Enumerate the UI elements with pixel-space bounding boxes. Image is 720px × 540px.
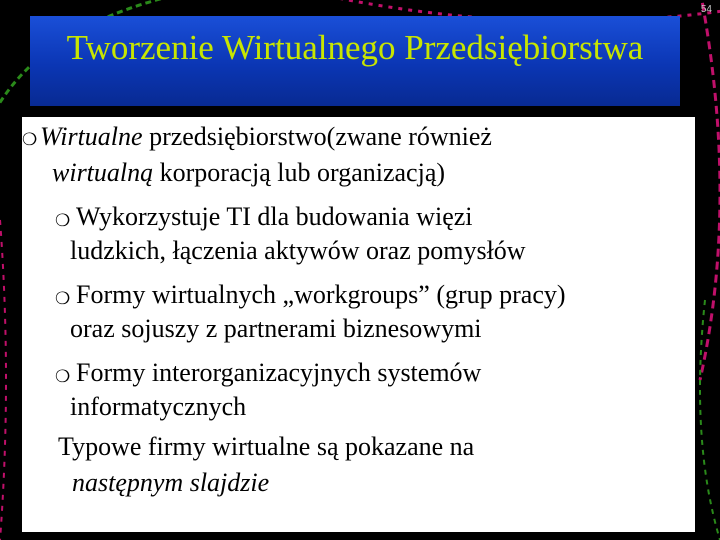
page-number: 54 (700, 4, 712, 15)
bullet-icon: ❍ (55, 211, 71, 231)
sub-bullet-1-line-2: ludzkich, łączenia aktywów oraz pomysłów (70, 236, 526, 265)
footer-italic: następnym slajdzie (72, 468, 270, 497)
sub-bullet-2-line-2: oraz sojuszy z partnerami biznesowymi (70, 314, 482, 343)
main-bullet-line-1 (40, 121, 492, 153)
bullet-icon: ❍ (55, 367, 71, 387)
footer-line-2 (72, 467, 269, 499)
bullet-icon: ❍ (55, 289, 71, 309)
slide-title: Tworzenie Wirtualnego Przedsiębiorstwa (66, 28, 644, 67)
main-text-2: korporacją lub organizacją) (153, 158, 446, 187)
footer-line-1: Typowe firmy wirtualne są pokazane na (58, 432, 475, 461)
sub-bullet-3-line-1: Formy interorganizacyjnych systemów (76, 358, 482, 387)
main-italic-2: wirtualną (52, 158, 154, 187)
main-italic-1: Wirtualne (40, 122, 143, 151)
bullet-icon: ❍ (22, 130, 38, 150)
sub-bullet-3-line-2: informatycznych (70, 392, 247, 421)
sub-bullet-2-line-1: Formy wirtualnych „workgroups” (grup pracy) (76, 280, 566, 309)
main-text-1: przedsiębiorstwo(zwane również (142, 122, 492, 151)
content-area (22, 117, 695, 532)
sub-bullet-1-line-1: Wykorzystuje TI dla budowania więzi (76, 202, 473, 231)
main-bullet-line-2 (52, 157, 445, 189)
